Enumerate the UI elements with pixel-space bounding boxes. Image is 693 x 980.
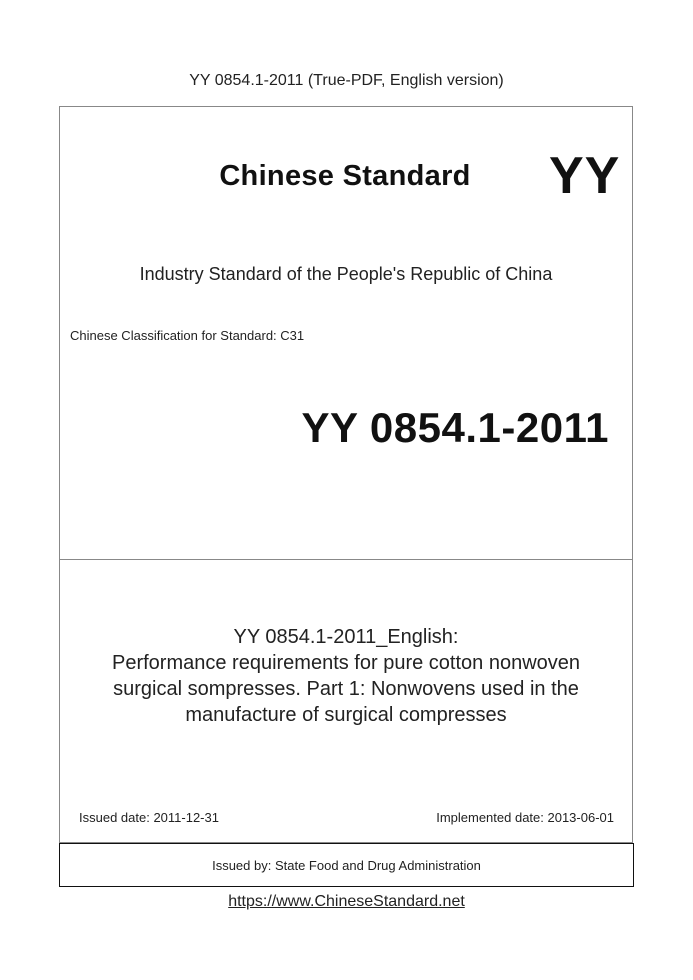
website-link[interactable]: https://www.ChineseStandard.net xyxy=(228,893,465,910)
cover-subtitle: Industry Standard of the People's Republic of China xyxy=(139,264,553,284)
issuer-text: Issued by: State Food and Drug Administration xyxy=(212,857,481,873)
document-title-line: Performance requirements for pure cotton nonwoven xyxy=(111,652,581,674)
cover-title: Chinese Standard xyxy=(219,160,471,192)
document-title-line: manufacture of surgical compresses xyxy=(185,704,507,726)
document-title-line: YY 0854.1-2011_English: xyxy=(233,626,459,648)
page-header: YY 0854.1-2011 (True-PDF, English version) xyxy=(189,72,504,89)
issued-date: Issued date: 2011-12-31 xyxy=(79,810,219,825)
issuer-box xyxy=(59,843,634,887)
implemented-date: Implemented date: 2013-06-01 xyxy=(436,810,614,825)
standard-code-mark: YY xyxy=(549,147,621,205)
document-title-line: surgical sompresses. Part 1: Nonwovens used in the xyxy=(113,678,579,700)
classification-label: Chinese Classification for Standard: C31 xyxy=(70,328,305,343)
document-title xyxy=(59,624,633,728)
standard-number: YY 0854.1-2011 xyxy=(301,404,609,451)
